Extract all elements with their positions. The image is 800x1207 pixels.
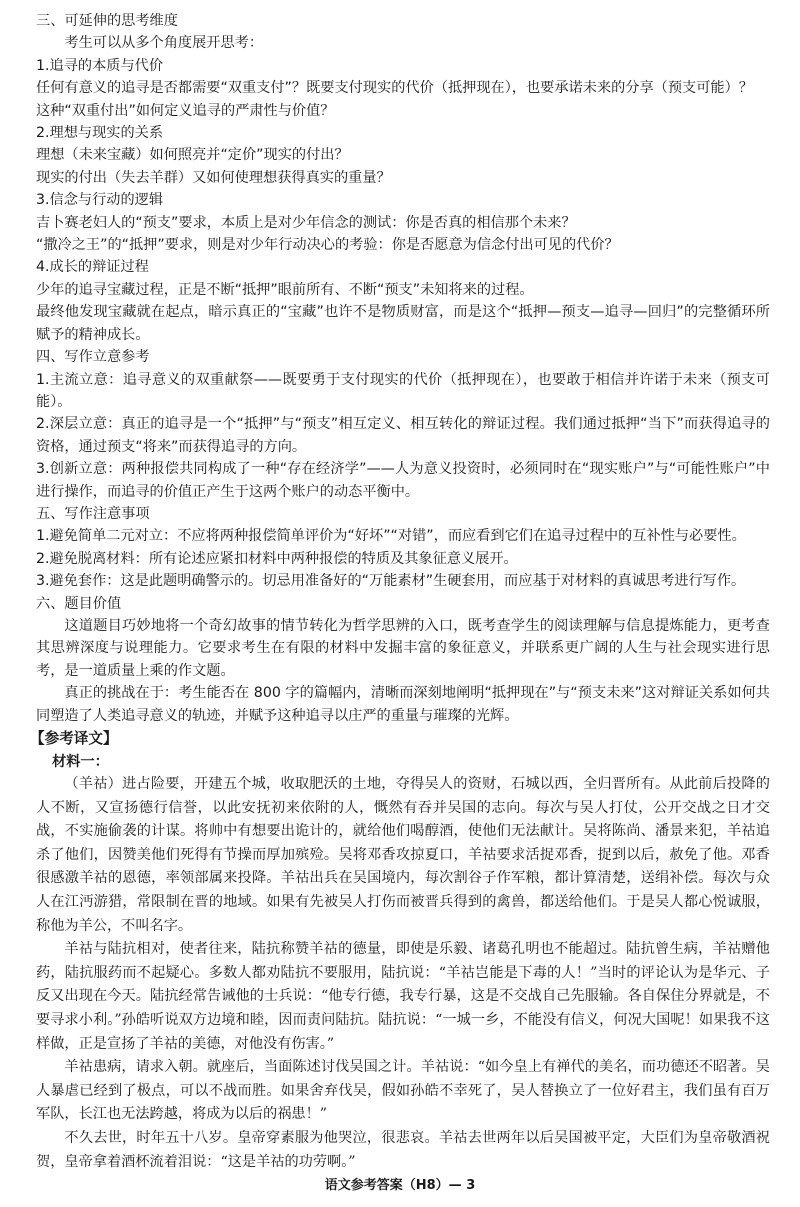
item-line: 这种“双重付出”如何定义追寻的严肃性与价值？	[36, 102, 335, 119]
section-title: 四、写作立意参考	[36, 349, 150, 366]
idea-item: 1.主流立意：追寻意义的双重献祭——既要勇于支付现实的代价（抵押现在），也要敢于相信并许诺于未来（预支可能）。	[36, 371, 770, 410]
page-footer: 语文参考答案（H8）— 3	[324, 1178, 476, 1193]
reference-title: 【参考译文】	[30, 730, 118, 747]
material-title: 材料一：	[52, 754, 109, 770]
section-title: 六、题目价值	[36, 595, 122, 612]
idea-item: 2.深层立意：真正的追寻是一个“抵押”与“预支”相互定义、相互转化的辩证过程。我们通过抵押“当下”而获得追寻的资格，通过预支“将来”而获得追寻的方向。	[36, 416, 770, 455]
note-item: 2.避免脱离材料：所有论述应紧扣材料中两种报偿的特质及其象征意义展开。	[36, 550, 518, 567]
item-line: 少年的追寻宝藏过程，正是不断“抵押”眼前所有、不断“预支”未知将来的过程。	[36, 281, 534, 298]
section-title: 三、可延伸的思考维度	[36, 13, 178, 29]
reference-translation	[30, 727, 770, 1174]
item-heading: 1.追寻的本质与代价	[36, 57, 164, 74]
note-item: 3.避免套作：这是此题明确警示的。切忌用准备好的“万能素材”生硬套用，而应基于对材料的真诚思考进行写作。	[36, 573, 746, 590]
item-line: 吉卜赛老妇人的“预支”要求，本质上是对少年信念的测试：你是否真的相信那个未来？	[36, 214, 576, 231]
item-heading: 4.成长的辩证过程	[36, 259, 149, 276]
item-line: 理想（未来宝藏）如何照亮并“定价”现实的付出？	[36, 147, 349, 164]
section-intro: 考生可以从多个角度展开思考：	[64, 35, 264, 52]
translation-paragraph: （羊祜）进占险要，开建五个城，收取肥沃的土地，夺得吴人的资财，石城以西，全归晋所有。从此前后投降的人不断，又宣扬德行信誉，以此安抚初来依附的人，慨然有吞并吴国的志向。每次与吴人打仗，公开交战之日才交战，不实施偷袭的计谋。将帅中有想要出诡计的，就给他们喝醇酒，使他们无法献计。吴将陈尚、潘景来犯，羊祜追杀了他们，因赞美他们死得有节操而厚加殡殓。吴将邓香攻掠夏口，羊祜要求活捉邓香，捉到以后，赦免了他。邓香很感激羊祜的恩德，率领部属来投降。羊祜出兵在吴国境内，每次割谷子作军粮，都计算清楚，送绢补偿。每次与众人在江沔游猎，常限制在晋的地域。如果有先被吴人打伤而被晋兵得到的禽兽，都送给他们。于是吴人都心悦诚服，称他为羊公，不叫名字。	[36, 776, 770, 934]
item-line: 现实的付出（失去羊群）又如何使理想获得真实的重量？	[36, 169, 391, 186]
section-writing-notes	[36, 503, 770, 593]
translation-paragraph: 不久去世，时年五十八岁。皇帝穿素服为他哭泣，很悲哀。羊祜去世两年以后吴国被平定，大臣们为皇帝敬酒祝贺，皇帝拿着酒杯流着泪说：“这是羊祜的功劳啊。”	[36, 1129, 770, 1170]
section-question-value	[36, 593, 770, 727]
value-paragraph: 这道题目巧妙地将一个奇幻故事的情节转化为哲学思辨的入口，既考查学生的阅读理解与信息提炼能力，更考查其思辨深度与说理能力。它要求考生在有限的材料中发掘丰富的象征意义，并联系更广阔的人生与社会现实进行思考，是一道质量上乘的作文题。	[36, 617, 770, 679]
item-heading: 3.信念与行动的逻辑	[36, 192, 164, 209]
section-title: 五、写作注意事项	[36, 505, 150, 522]
item-line: “撒冷之王”的“抵押”要求，则是对少年行动决心的考验：你是否愿意为信念付出可见的代价？	[36, 237, 619, 254]
note-item: 1.避免简单二元对立：不应将两种报偿简单评价为“好坏”“对错”，而应看到它们在追寻过程中的互补性与必要性。	[36, 528, 746, 545]
item-heading: 2.理想与现实的关系	[36, 125, 164, 142]
item-line: 最终他发现宝藏就在起点，暗示真正的“宝藏”也许不是物质财富，而是这个“抵押—预支—追寻—回归”的完整循环所赋予的精神成长。	[36, 304, 770, 343]
section-extended-thinking	[36, 10, 770, 346]
translation-paragraph: 羊祜与陆抗相对，使者往来，陆抗称赞羊祜的德量，即使是乐毅、诸葛孔明也不能超过。陆抗曾生病，羊祜赠他药，陆抗服药而不起疑心。多数人都劝陆抗不要服用，陆抗说：“羊祜岂能是下毒的人！”当时的评论认为是华元、子反又出现在今天。陆抗经常告诫他的士兵说：“他专行德，我专行暴，这是不交战自己先服输。各自保住分界就是，不要寻求小利。”孙皓听说双方边境和睦，因而责问陆抗。陆抗说：“一城一乡，不能没有信义，何况大国呢！如果我不这样做，正是宣扬了羊祜的美德，对他没有伤害。”	[36, 941, 770, 1052]
idea-item: 3.创新立意：两种报偿共同构成了一种“存在经济学”——人为意义投资时，必须同时在“现实账户”与“可能性账户”中进行操作，而追寻的价值正产生于这两个账户的动态平衡中。	[36, 461, 770, 500]
translation-paragraph: 羊祜患病，请求入朝。就座后，当面陈述讨伐吴国之计。羊祜说：“如今皇上有禅代的美名，而功德还不昭著。吴人暴虐已经到了极点，可以不战而胜。如果舍弃伐吴，假如孙皓不幸死了，吴人替换立了一位好君主，我们虽有百万军队，长江也无法跨越，将成为以后的祸患！”	[36, 1059, 770, 1123]
value-paragraph: 真正的挑战在于：考生能否在 800 字的篇幅内，清晰而深刻地阐明“抵押现在”与“预支未来”这对辩证关系如何共同塑造了人类追寻意义的轨迹，并赋予这种追寻以庄严的重量与璀璨的光辉。	[36, 685, 770, 724]
section-writing-ideas	[36, 346, 770, 503]
item-line: 任何有意义的追寻是否都需要“双重支付”？既要支付现实的代价（抵押现在），也要承诺未来的分享（预支可能）？	[36, 80, 753, 97]
